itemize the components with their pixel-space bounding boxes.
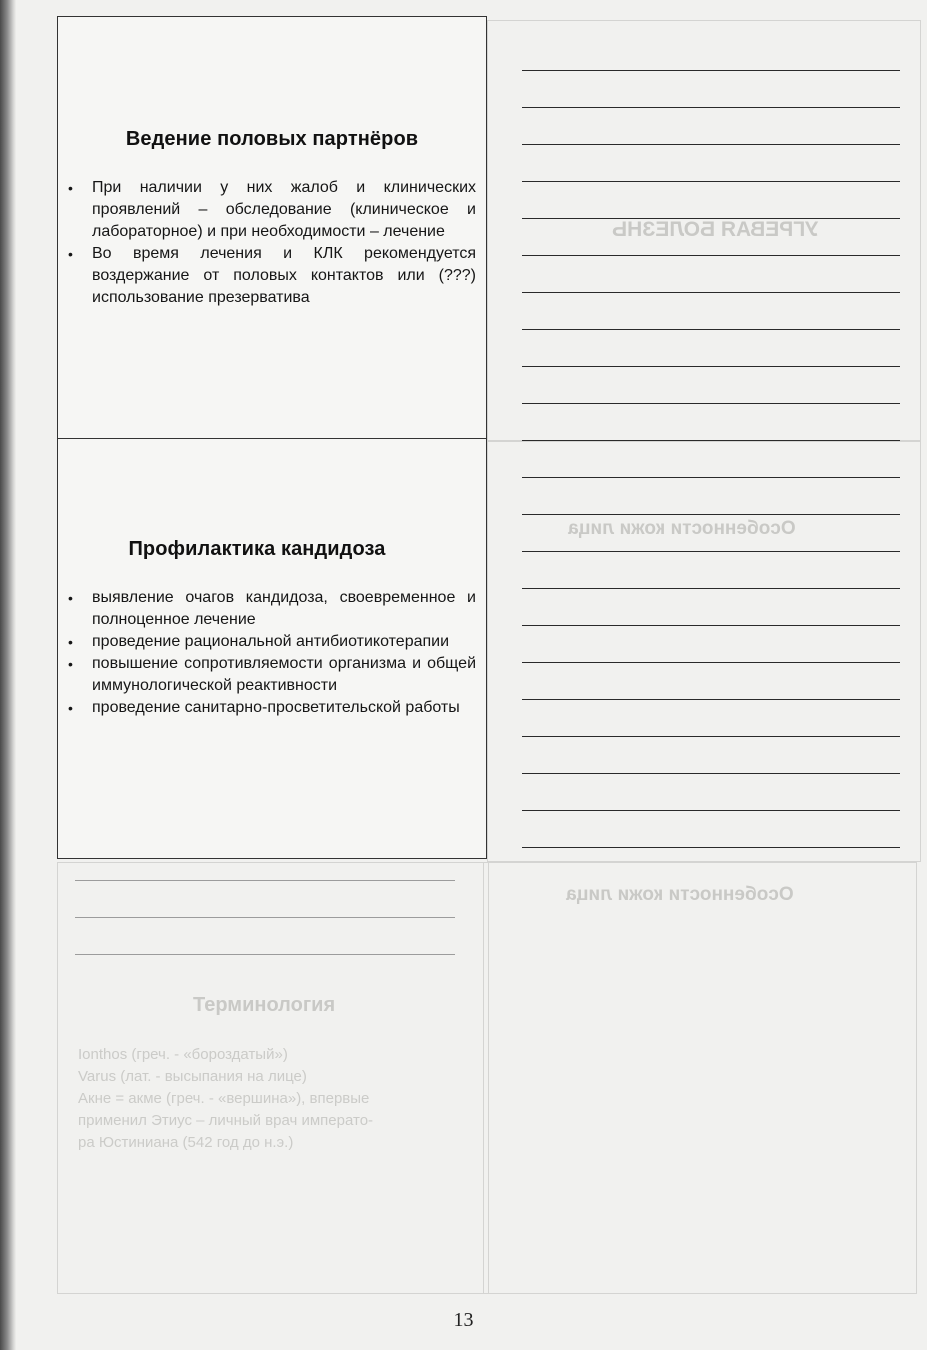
note-line bbox=[75, 918, 455, 955]
bullet-icon: • bbox=[68, 700, 73, 716]
list-item bbox=[68, 243, 476, 309]
note-line bbox=[522, 441, 900, 478]
terms-line: применил Этиус – личный врач императо- bbox=[78, 1112, 374, 1129]
bleed-through-terms bbox=[78, 1044, 373, 1154]
note-line bbox=[522, 589, 900, 626]
note-line bbox=[522, 330, 900, 367]
bleed-through-heading: УГРЕВАЯ БОЛЕЗНЬ bbox=[612, 218, 819, 241]
bleed-through-frame bbox=[483, 862, 917, 1294]
bullet-list bbox=[68, 587, 476, 719]
note-line bbox=[75, 881, 455, 918]
note-line bbox=[522, 552, 900, 589]
list-item bbox=[68, 653, 476, 697]
book-spine-shadow bbox=[0, 0, 16, 1350]
note-line bbox=[522, 145, 900, 182]
note-line bbox=[522, 626, 900, 663]
slide-title: Ведение половых партнёров bbox=[125, 128, 419, 150]
note-line bbox=[522, 515, 900, 552]
list-item bbox=[68, 631, 476, 653]
bleed-through-heading: Терминология bbox=[193, 994, 336, 1016]
slide-candidiasis-prevention bbox=[57, 438, 487, 859]
slide-title: Профилактика кандидоза bbox=[128, 538, 386, 560]
note-line bbox=[522, 478, 900, 515]
bullet-icon: • bbox=[68, 246, 73, 262]
bullet-text: При наличии у них жалоб и клинических проявлений – обследование (клиническое и лабораторное) и при необходимости – лечение bbox=[92, 179, 476, 240]
notes-lines bbox=[522, 34, 900, 848]
bleed-through-heading: Особенности кожи лица bbox=[568, 518, 796, 539]
note-line bbox=[522, 71, 900, 108]
bullet-icon: • bbox=[68, 656, 73, 672]
bleed-through-heading: Особенности кожи лица bbox=[566, 884, 794, 905]
bullet-icon: • bbox=[68, 590, 73, 606]
note-line bbox=[522, 774, 900, 811]
page-number: 13 bbox=[453, 1309, 474, 1331]
note-line bbox=[522, 404, 900, 441]
terms-line: Varus (лат. - высыпания на лице) bbox=[78, 1068, 307, 1085]
bullet-icon: • bbox=[68, 634, 73, 650]
bullet-text: выявление очагов кандидоза, своевременное и полноценное лечение bbox=[92, 589, 476, 628]
bullet-text: проведение рациональной антибиотикотерапии bbox=[92, 633, 450, 650]
list-item bbox=[68, 587, 476, 631]
note-line bbox=[522, 108, 900, 145]
note-line bbox=[522, 367, 900, 404]
bullet-icon: • bbox=[68, 180, 73, 196]
note-line bbox=[522, 737, 900, 774]
note-line bbox=[522, 34, 900, 71]
list-item bbox=[68, 697, 476, 719]
terms-line: ра Юстиниана (542 год до н.э.) bbox=[78, 1134, 294, 1151]
note-line bbox=[522, 293, 900, 330]
note-line bbox=[522, 182, 900, 219]
terms-line: Ionthos (греч. - «бороздатый») bbox=[78, 1046, 288, 1063]
bullet-text: повышение сопротивляемости организма и общей иммунологической реактивности bbox=[92, 655, 476, 694]
slide-partners bbox=[57, 16, 487, 439]
bullet-text: Во время лечения и КЛК рекомендуется воздержание от половых контактов или (???) использование презерватива bbox=[92, 245, 476, 306]
terms-line: Акне = акме (греч. - «вершина»), впервые bbox=[78, 1090, 370, 1107]
note-line bbox=[522, 256, 900, 293]
bullet-text: проведение санитарно-просветительской работы bbox=[92, 699, 460, 716]
note-line bbox=[522, 663, 900, 700]
note-line bbox=[522, 811, 900, 848]
note-line bbox=[522, 219, 900, 256]
note-line bbox=[522, 700, 900, 737]
list-item bbox=[68, 177, 476, 243]
bullet-list bbox=[68, 177, 476, 309]
